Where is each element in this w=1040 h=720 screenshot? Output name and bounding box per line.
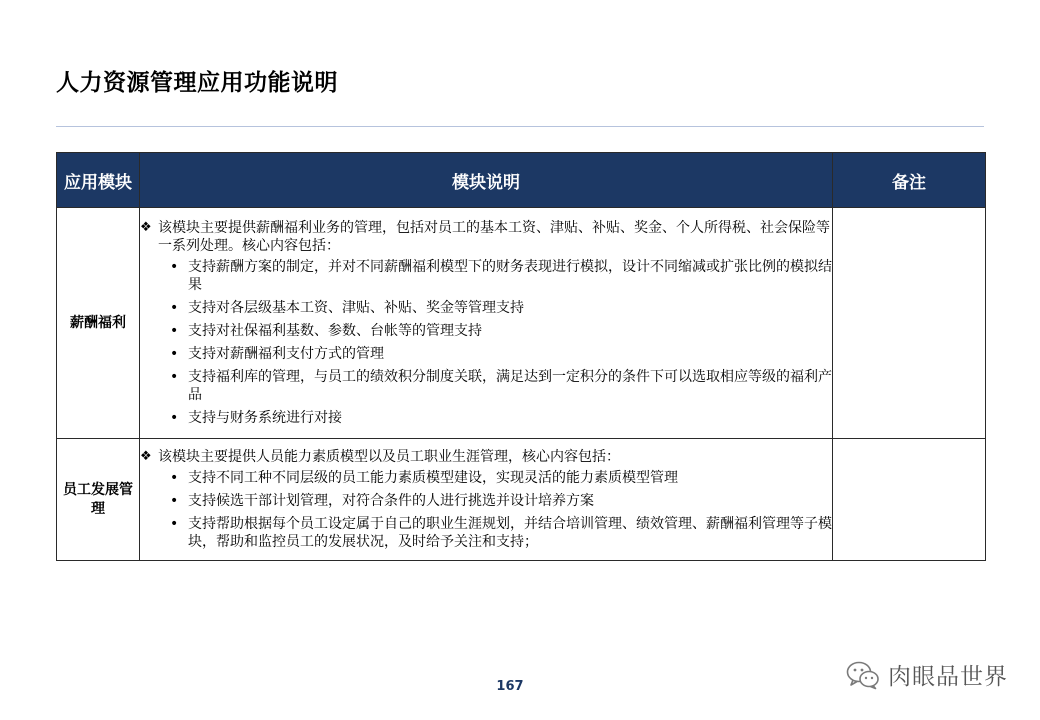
bullet-dot-icon: •: [170, 300, 179, 316]
table-row: [57, 439, 986, 561]
module-table: [56, 152, 986, 561]
bullet-dot-icon: •: [170, 493, 179, 509]
header-remarks: 备注: [833, 153, 986, 208]
list-item: [170, 258, 832, 294]
remarks-cell: [833, 439, 986, 561]
watermark: [846, 658, 1008, 691]
watermark-text: 肉眼品世界: [888, 664, 1008, 690]
list-item-text: 支持对各层级基本工资、津贴、补贴、奖金等管理支持: [188, 300, 524, 316]
header-description: 模块说明: [140, 153, 833, 208]
bullet-dot-icon: •: [170, 410, 179, 426]
intro-text: 该模块主要提供人员能力素质模型以及员工职业生涯管理，核心内容包括：: [158, 449, 620, 465]
list-item: [170, 515, 832, 551]
list-item-text: 支持薪酬方案的制定，并对不同薪酬福利模型下的财务表现进行模拟，设计不同缩减或扩张比例的模拟结果: [188, 259, 832, 293]
module-description: [140, 208, 833, 439]
list-item: [170, 368, 832, 404]
header-module: 应用模块: [57, 153, 140, 208]
list-item: [170, 409, 832, 427]
list-item-text: 支持候选干部计划管理，对符合条件的人进行挑选并设计培养方案: [188, 493, 594, 509]
list-item: [170, 469, 832, 487]
list-item: [170, 492, 832, 510]
list-item-text: 支持与财务系统进行对接: [188, 410, 342, 426]
module-description: [140, 439, 833, 561]
table-row: [57, 208, 986, 439]
module-name: 薪酬福利: [57, 208, 140, 439]
diamond-bullet-icon: ❖: [140, 449, 152, 464]
bullet-dot-icon: •: [170, 470, 179, 486]
feature-list: [140, 258, 832, 427]
bullet-dot-icon: •: [170, 369, 179, 385]
bullet-dot-icon: •: [170, 323, 179, 339]
wechat-icon: [846, 660, 880, 690]
module-name: 员工发展管理: [57, 439, 140, 561]
description-intro: [140, 219, 832, 255]
bullet-dot-icon: •: [170, 516, 179, 532]
list-item: [170, 345, 832, 363]
diamond-bullet-icon: ❖: [140, 220, 152, 235]
list-item-text: 支持福利库的管理，与员工的绩效积分制度关联，满足达到一定积分的条件下可以选取相应等级的福利产品: [188, 369, 832, 403]
bullet-dot-icon: •: [170, 346, 179, 362]
page-number: 167: [496, 679, 524, 694]
remarks-cell: [833, 208, 986, 439]
list-item-text: 支持不同工种不同层级的员工能力素质模型建设，实现灵活的能力素质模型管理: [188, 470, 678, 486]
list-item-text: 支持对社保福利基数、参数、台帐等的管理支持: [188, 323, 482, 339]
list-item-text: 支持对薪酬福利支付方式的管理: [188, 346, 384, 362]
list-item: [170, 299, 832, 317]
title-divider: [56, 126, 984, 127]
bullet-dot-icon: •: [170, 259, 179, 275]
list-item-text: 支持帮助根据每个员工设定属于自己的职业生涯规划，并结合培训管理、绩效管理、薪酬福利管理等子模块，帮助和监控员工的发展状况，及时给予关注和支持；: [188, 516, 832, 550]
list-item: [170, 322, 832, 340]
page-title: 人力资源管理应用功能说明: [56, 70, 338, 96]
description-intro: [140, 448, 832, 466]
table-header-row: [57, 153, 986, 208]
feature-list: [140, 469, 832, 551]
intro-text: 该模块主要提供薪酬福利业务的管理，包括对员工的基本工资、津贴、补贴、奖金、个人所得税、社会保险等一系列处理。核心内容包括：: [158, 220, 830, 254]
